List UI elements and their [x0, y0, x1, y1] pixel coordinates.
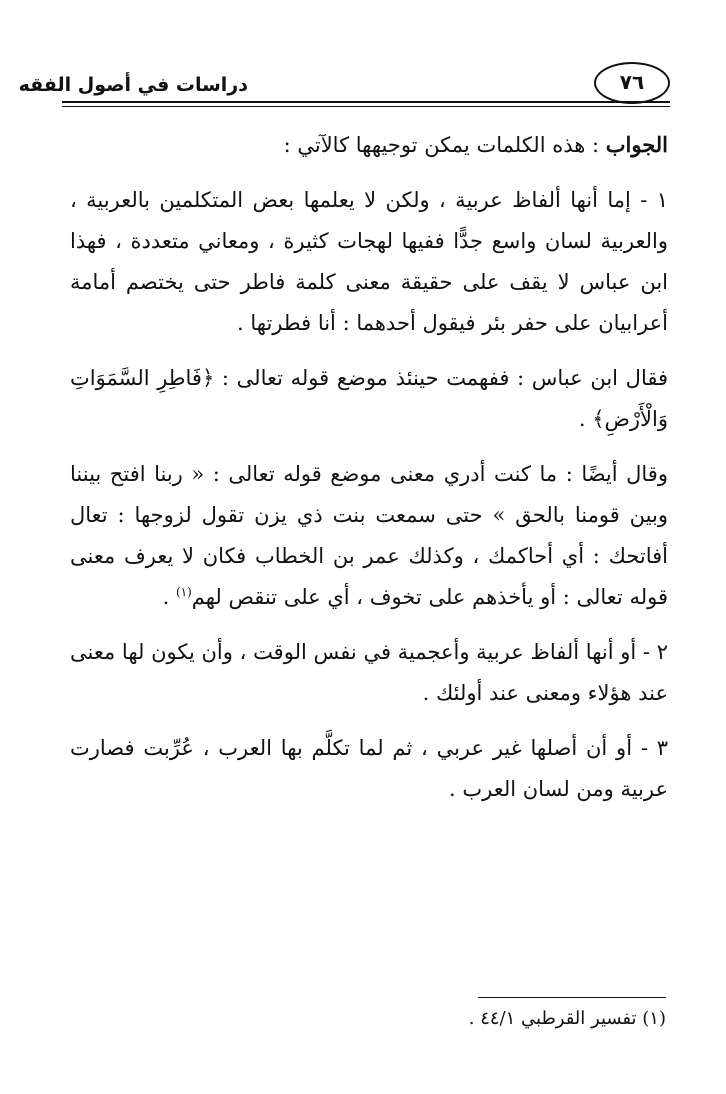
footnote-rule [478, 997, 666, 998]
answer-paragraph [70, 124, 668, 166]
footnote: (١) تفسير القرطبي ٤٤/١ . [468, 1008, 666, 1029]
paragraph-3 [70, 454, 668, 618]
paragraph-5: ٣ - أو أن أصلها غير عربي ، ثم لما تكلَّم بها العرب ، عُرِّبت فصارت عربية ومن لسان العرب . [70, 736, 668, 801]
answer-intro: : هذه الكلمات يمكن توجيهها كالآتي : [283, 133, 600, 157]
paragraph-1: ١ - إما أنها ألفاظ عربية ، ولكن لا يعلمها بعض المتكلمين بالعربية ، والعربية لسان واسع جدًّا ففيها لهجات كثيرة ، ومعاني متعددة ، فهذا ابن عباس لا يقف على حقيقة معنى كلمة فاطر حتى يختصم أمامة أعرابيان على حفر بئر فيقول أحدهما : أنا فطرتها . [70, 188, 668, 335]
page-number: ٧٦ [619, 70, 645, 94]
body-text [70, 124, 668, 824]
header-rule-thick [62, 101, 670, 103]
header-rule-thin [62, 106, 670, 107]
paragraph-4: ٢ - أو أنها ألفاظ عربية وأعجمية في نفس الوقت ، وأن يكون لها معنى عند هؤلاء ومعنى عند أولئك . [70, 640, 668, 705]
paragraph-3-end: . [162, 585, 176, 609]
answer-label: الجواب [605, 132, 668, 157]
paragraph-2: فقال ابن عباس : ففهمت حينئذ موضع قوله تعالى : ﴿فَاطِرِ السَّمَوَاتِ وَالْأَرْضِ﴾ . [70, 366, 668, 431]
running-header-title: دراسات في أصول الفقه [18, 74, 248, 96]
paragraph-3-text: وقال أيضًا : ما كنت أدري معنى موضع قوله تعالى : « ربنا افتح بيننا وبين قومنا بالحق » حتى سمعت بنت ذي يزن تقول لزوجها : تعال أفاتحك : أي أحاكمك ، وكذلك عمر بن الخطاب فكان لا يعرف معنى قوله تعالى : أو يأخذهم على تخوف ، أي على تنقص لهم [70, 462, 668, 609]
page-number-oval [594, 62, 670, 104]
footnote-reference: (١) [175, 585, 192, 599]
